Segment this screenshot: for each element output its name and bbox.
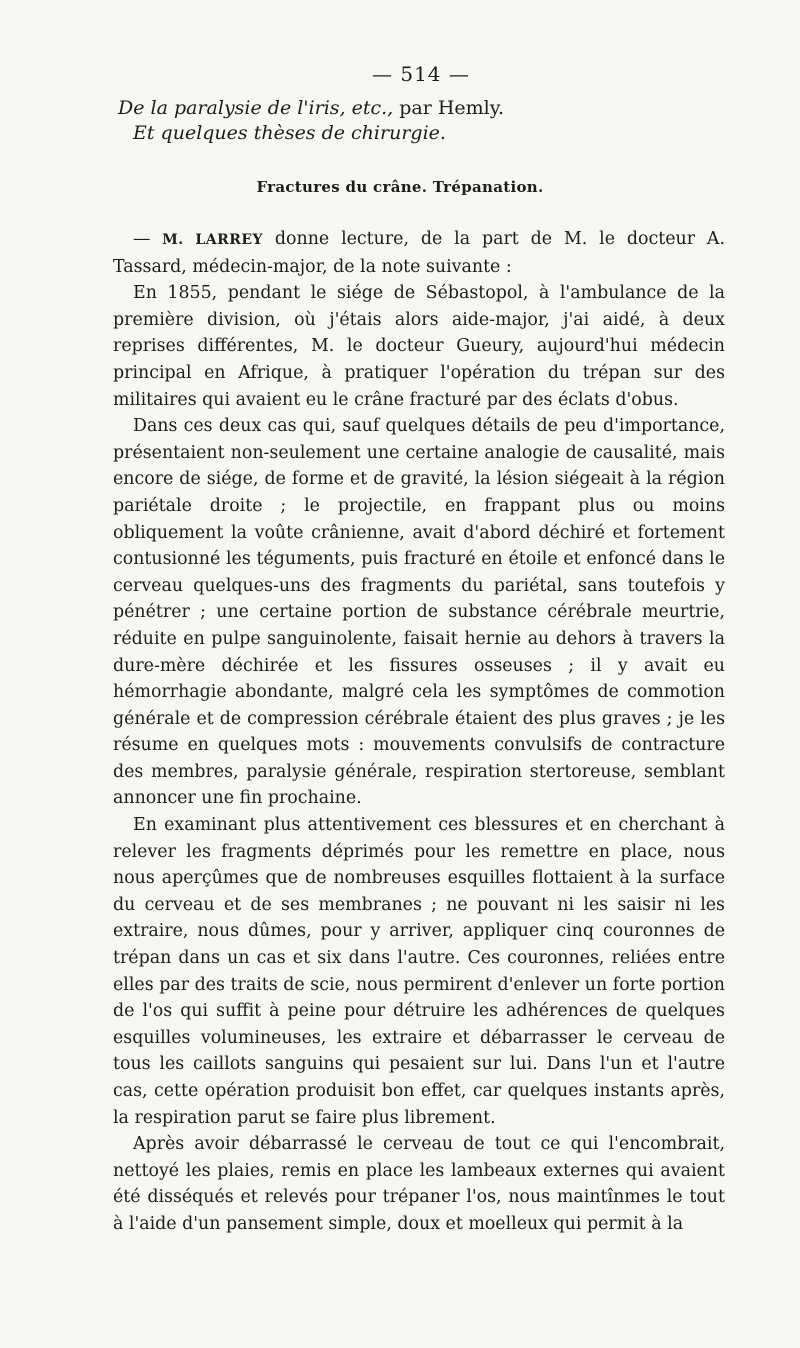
paragraph-pansement: Après avoir débarrassé le cerveau de tout ce qui l'encombrait, nettoyé les plaies, remis en place les lambeaux externes qui avaient été disséqués et relevés pour trépaner l'os, nous maintînmes le tout à l'aide d'un pansement simple, doux et moelleux qui permit à la <box>113 1134 725 1234</box>
bibliography-title: Et quelques thèses de chirurgie. <box>133 122 446 144</box>
bibliography-title: De la paralysie de l'iris, etc., <box>118 97 394 119</box>
paragraph-examen: En examinant plus attentivement ces blessures et en cherchant à relever les fragments déprimés pour les remettre en place, nous nous aperçûmes que de nombreuses esquilles flottaient à la surface du cerveau et de ses membranes ; ne pouvant ni les saisir ni les extraire, nous dûmes, pour y arriver, appliquer cinq couronnes de trépan dans un cas et six dans l'autre. Ces couronnes, reliées entre elles par des traits de scie, nous permirent d'enlever un forte portion de l'os qui suffit à peine pour détruire les adhérences de quelques esquilles volumineuses, les extraire et débarrasser le cerveau de tous les caillots sanguins qui pesaient sur lui. Dans l'un et l'autre cas, cette opération produisit bon effet, car quelques instants après, la respiration parut se faire plus librement. <box>113 815 725 1128</box>
paragraph-deux-cas: Dans ces deux cas qui, sauf quelques détails de peu d'importance, présentaient non-seulement une certaine analogie de causalité, mais encore de siége, de forme et de gravité, la lésion siégeait à la région pariétale droite ; le projectile, en frappant plus ou moins obliquement la voûte crânienne, avait d'abord déchiré et fortement contusionné les téguments, puis fracturé en étoile et enfoncé dans le cerveau quelques-uns des fragments du pariétal, sans toutefois y pénétrer ; une certaine portion de substance cérébrale meurtrie, réduite en pulpe sanguinolente, faisait hernie au dehors à travers la dure-mère déchirée et les fissures osseuses ; il y avait eu hémorrhagie abondante, malgré cela les symptômes de commotion générale et de compression cérébrale étaient des plus graves ; je les résume en quelques mots : mouvements convulsifs de contracture des membres, paralysie générale, respiration stertoreuse, semblant annoncer une fin prochaine. <box>113 416 725 809</box>
communication-paragraph <box>113 226 725 280</box>
article-body <box>113 226 725 1238</box>
bibliography-author: par Hemly. <box>393 97 505 119</box>
bibliography-item-paralysie <box>118 96 738 121</box>
section-title: Fractures du crâne. Trépanation. <box>256 178 544 196</box>
bibliography-list <box>118 96 738 146</box>
bibliography-item-theses <box>118 121 738 146</box>
dash: — <box>133 229 163 249</box>
communication-text: donne lecture, de la part de M. le docteur A. Tassard, médecin-major, de la note suivante : <box>113 229 726 277</box>
paragraph-sebastopol: En 1855, pendant le siége de Sébastopol, à l'ambulance de la première division, où j'étais alors aide-major, j'ai aidé, à deux reprises différentes, M. le docteur Gueury, aujourd'hui médecin principal en Afrique, à pratiquer l'opération du trépan sur des militaires qui avaient eu le crâne fracturé par des éclats d'obus. <box>113 283 725 410</box>
author-name: M. LARREY <box>162 232 264 248</box>
page-number: — 514 — <box>372 62 470 86</box>
